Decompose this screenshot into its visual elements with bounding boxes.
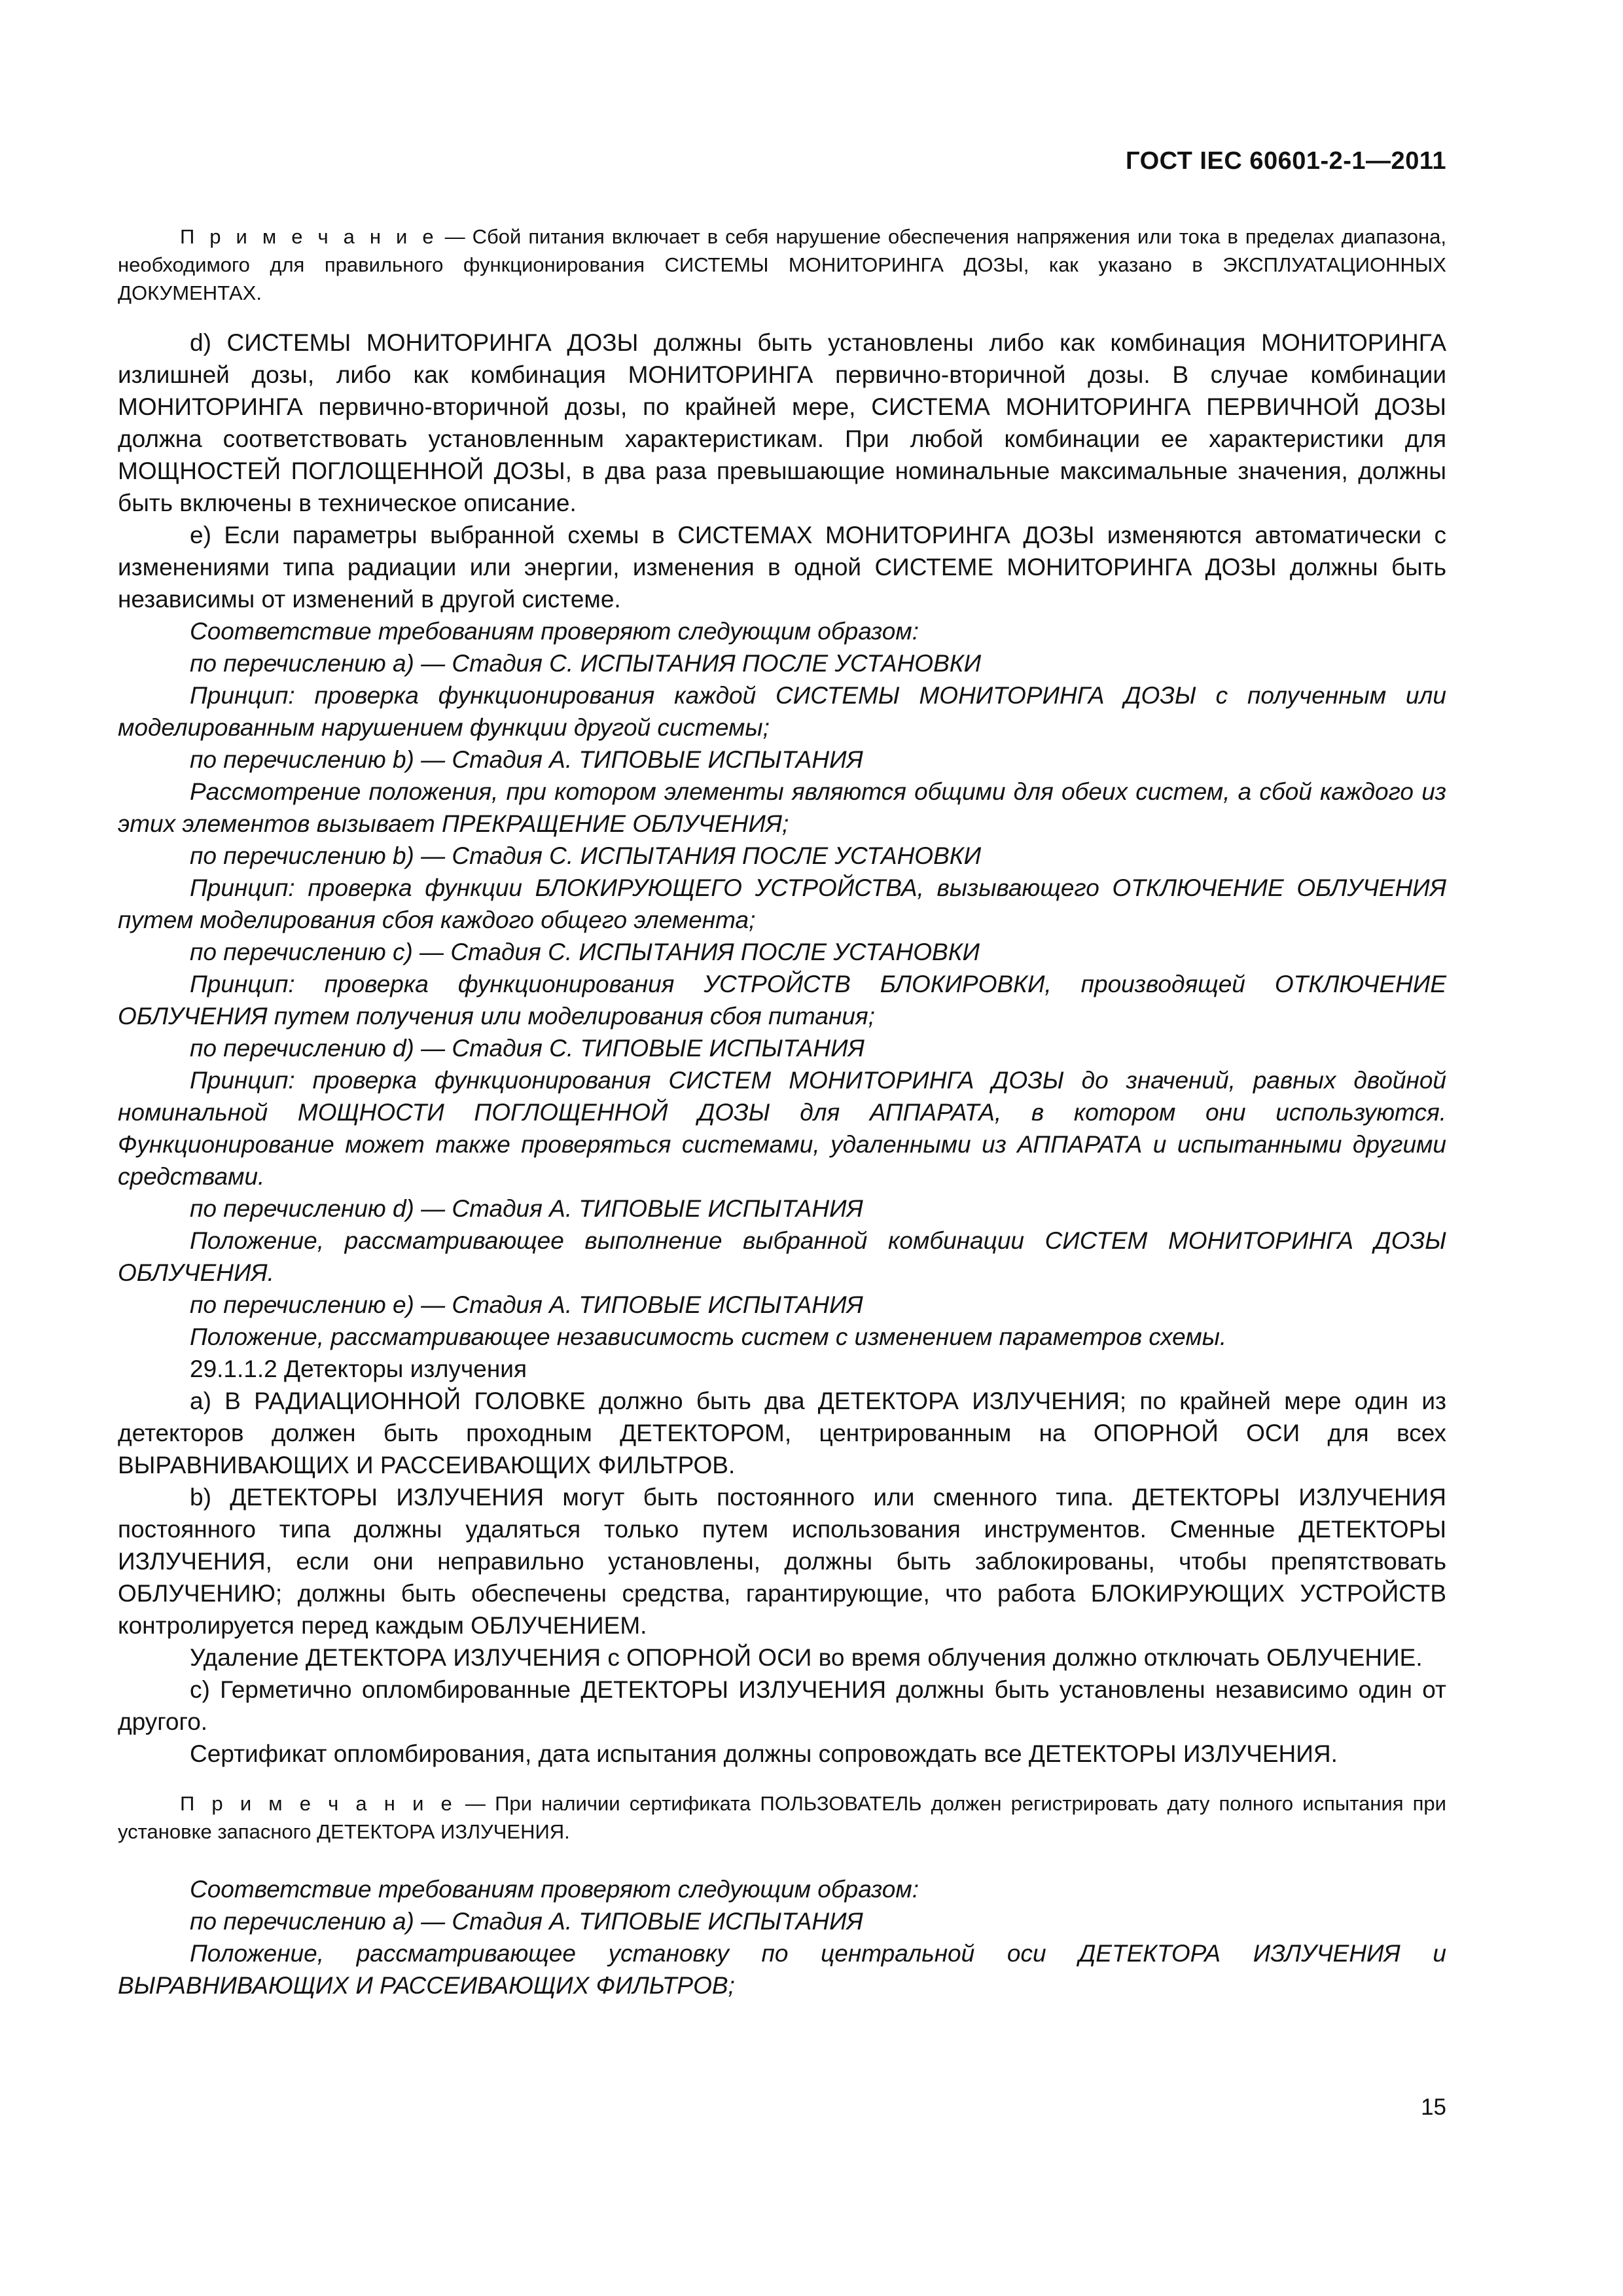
- paragraph: Удаление ДЕТЕКТОРА ИЗЛУЧЕНИЯ с ОПОРНОЙ ОСИ во время облучения должно отключать ОБЛУЧЕНИЕ.: [190, 1644, 1423, 1671]
- note-text: — При наличии сертификата ПОЛЬЗОВАТЕЛЬ должен регистрировать дату полного испытания при установке запасного ДЕТЕКТОРА ИЗЛУЧЕНИЯ.: [118, 1792, 1446, 1843]
- note-text: — Сбой питания включает в себя нарушение обеспечения напряжения или тока в пределах диапазона, необходимого для правильного функционирования СИСТЕМЫ МОНИТОРИНГА ДОЗЫ, как указано в ЭКСПЛУАТАЦИОННЫХ ДОКУМЕНТАХ.: [118, 225, 1446, 304]
- test-principle: Принцип: проверка функционирования каждой СИСТЕМЫ МОНИТОРИНГА ДОЗЫ с полученным или моделированным нарушением функции другой системы;: [118, 682, 1446, 741]
- test-stage-line: по перечислению b) — Стадия С. ИСПЫТАНИЯ ПОСЛЕ УСТАНОВКИ: [190, 842, 982, 869]
- test-principle: Положение, рассматривающее независимость систем с изменением параметров схемы.: [190, 1323, 1227, 1350]
- test-stage-line: по перечислению d) — Стадия С. ТИПОВЫЕ ИСПЫТАНИЯ: [190, 1035, 865, 1062]
- test-principle: Положение, рассматривающее установку по центральной оси ДЕТЕКТОРА ИЗЛУЧЕНИЯ и ВЫРАВНИВАЮЩИХ И РАССЕИВАЮЩИХ ФИЛЬТРОВ;: [118, 1940, 1446, 1999]
- compliance-heading: Соответствие требованиям проверяют следующим образом:: [190, 618, 919, 645]
- test-principle: Рассмотрение положения, при котором элементы являются общими для обеих систем, а сбой каждого из этих элементов вызывает ПРЕКРАЩЕНИЕ ОБЛУЧЕНИЯ;: [118, 778, 1446, 837]
- test-principle: Принцип: проверка функционирования УСТРОЙСТВ БЛОКИРОВКИ, производящей ОТКЛЮЧЕНИЕ ОБЛУЧЕНИЯ путем получения или моделирования сбоя питания;: [118, 971, 1446, 1030]
- document-code: ГОСТ IEC 60601-2-1—2011: [1126, 147, 1446, 175]
- test-stage-line: по перечислению е) — Стадия А. ТИПОВЫЕ ИСПЫТАНИЯ: [190, 1291, 863, 1318]
- page-number: 15: [1421, 2094, 1446, 2120]
- test-stage-line: по перечислению b) — Стадия А. ТИПОВЫЕ ИСПЫТАНИЯ: [190, 746, 863, 773]
- section-heading: 29.1.1.2 Детекторы излучения: [190, 1355, 527, 1382]
- paragraph-b: b) ДЕТЕКТОРЫ ИЗЛУЧЕНИЯ могут быть постоянного или сменного типа. ДЕТЕКТОРЫ ИЗЛУЧЕНИЯ постоянного типа должны удаляться только путем использования инструментов. Сменные ДЕТЕКТОРЫ ИЗЛУЧЕНИЯ, если они неправильно установлены, должны быть заблокированы, чтобы препятствовать ОБЛУЧЕНИЮ; должны быть обеспечены средства, гарантирующие, что работа БЛОКИРУЮЩИХ УСТРОЙСТВ контролируется перед каждым ОБЛУЧЕНИЕМ.: [118, 1484, 1446, 1639]
- test-principle: Принцип: проверка функции БЛОКИРУЮЩЕГО УСТРОЙСТВА, вызывающего ОТКЛЮЧЕНИЕ ОБЛУЧЕНИЯ путем моделирования сбоя каждого общего элемента;: [118, 874, 1446, 933]
- test-principle: Принцип: проверка функционирования СИСТЕМ МОНИТОРИНГА ДОЗЫ до значений, равных двойной номинальной МОЩНОСТИ ПОГЛОЩЕННОЙ ДОЗЫ для АППАРАТА, в котором они используются. Функционирование может также проверяться системами, удаленными из АППАРАТА и испытанными другими средствами.: [118, 1067, 1446, 1190]
- compliance-heading: Соответствие требованиям проверяют следующим образом:: [190, 1876, 919, 1903]
- note: [118, 1789, 1446, 1846]
- note-label: П р и м е ч а н и е: [180, 1792, 456, 1815]
- test-principle: Положение, рассматривающее выполнение выбранной комбинации СИСТЕМ МОНИТОРИНГА ДОЗЫ ОБЛУЧЕНИЯ.: [118, 1227, 1446, 1286]
- paragraph: Сертификат опломбирования, дата испытания должны сопровождать все ДЕТЕКТОРЫ ИЗЛУЧЕНИЯ.: [190, 1740, 1338, 1767]
- test-stage-line: по перечислению d) — Стадия А. ТИПОВЫЕ ИСПЫТАНИЯ: [190, 1195, 863, 1222]
- paragraph-d: d) СИСТЕМЫ МОНИТОРИНГА ДОЗЫ должны быть установлены либо как комбинация МОНИТОРИНГА излишней дозы, либо как комбинация МОНИТОРИНГА первично-вторичной дозы. В случае комбинации МОНИТОРИНГА первично-вторичной дозы, по крайней мере, СИСТЕМА МОНИТОРИНГА ПЕРВИЧНОЙ ДОЗЫ должна соответствовать установленным характеристикам. При любой комбинации ее характеристики для МОЩНОСТЕЙ ПОГЛОЩЕННОЙ ДОЗЫ, в два раза превышающие номинальные максимальные значения, должны быть включены в техническое описание.: [118, 329, 1446, 516]
- note: [118, 223, 1446, 307]
- document-body: [118, 223, 1446, 2001]
- paragraph-c: c) Герметично опломбированные ДЕТЕКТОРЫ ИЗЛУЧЕНИЯ должны быть установлены независимо один от другого.: [118, 1676, 1446, 1735]
- note-label: П р и м е ч а н и е: [180, 225, 438, 248]
- paragraph-e: e) Если параметры выбранной схемы в СИСТЕМАХ МОНИТОРИНГА ДОЗЫ изменяются автоматически с изменениями типа радиации или энергии, изменения в одной СИСТЕМЕ МОНИТОРИНГА ДОЗЫ должны быть независимы от изменений в другой системе.: [118, 522, 1446, 613]
- paragraph-a: a) В РАДИАЦИОННОЙ ГОЛОВКЕ должно быть два ДЕТЕКТОРА ИЗЛУЧЕНИЯ; по крайней мере один из детекторов должен быть проходным ДЕТЕКТОРОМ, центрированным на ОПОРНОЙ ОСИ для всех ВЫРАВНИВАЮЩИХ И РАССЕИВАЮЩИХ ФИЛЬТРОВ.: [118, 1388, 1446, 1479]
- test-stage-line: по перечислению а) — Стадия А. ТИПОВЫЕ ИСПЫТАНИЯ: [190, 1908, 863, 1935]
- test-stage-line: по перечислению с) — Стадия С. ИСПЫТАНИЯ ПОСЛЕ УСТАНОВКИ: [190, 939, 980, 965]
- test-stage-line: по перечислению а) — Стадия С. ИСПЫТАНИЯ ПОСЛЕ УСТАНОВКИ: [190, 650, 982, 677]
